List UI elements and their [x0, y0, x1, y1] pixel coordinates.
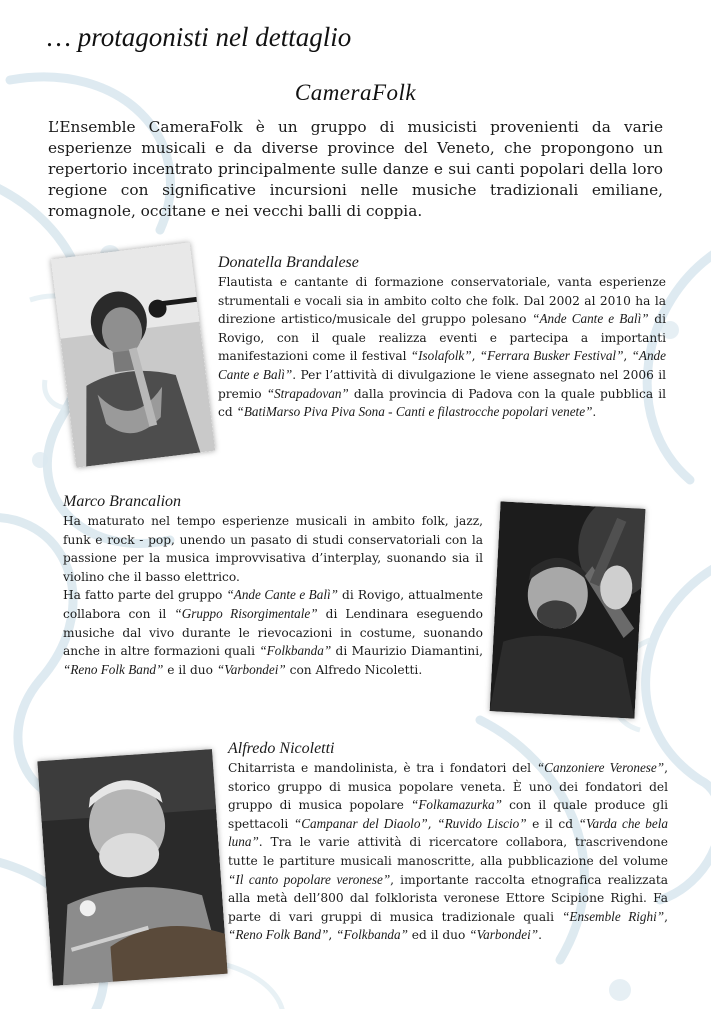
group-title: CameraFolk	[294, 80, 417, 105]
member-bio: Ha maturato nel tempo esperienze musicali in ambito folk, jazz, funk e rock - pop, unendo un pasato di studi conservatoriali con la passione per la musica improvvisativa d’interplay, suonando sia il violino che il basso elettrico. Ha fatto parte del gruppo “Ande Cante e Balì” di Rovigo, attualmente collabora con il “Gruppo Risorgimentale” di Lendinara eseguendo musiche dal vivo durante le rievocazioni in costume, suonando anche in altre formazioni quali “Folkbanda” di Maurizio Diamantini, “Reno Folk Band” e il duo “Varbondei” con Alfredo Nicoletti.	[63, 514, 483, 677]
member-name: Marco Brancalion	[63, 493, 182, 510]
member-bio: Flautista e cantante di formazione conservatoriale, vanta esperienze strumentali e vocali sia in ambito colto che folk. Dal 2002 al 2010 ha la direzione artistico/musicale del gruppo polesano “Ande Cante e Balì” di Rovigo, con il quale realizza eventi e partecipa a importanti manifestazioni come il festival “Isolafolk”, “Ferrara Busker Festival”, “Ande Cante e Balì”. Per l’attività di divulgazione le viene assegnato nel 2006 il premio “Strapadovan” dalla provincia di Padova con la quale pubblica il cd “BatiMarso Piva Piva Sona - Canti e filastrocche popolari venete”.	[218, 275, 666, 420]
intro-paragraph: L’Ensemble CameraFolk è un gruppo di musicisti provenienti da varie esperienze musicali e da diverse province del Veneto, che propongono un repertorio incentrato principalmente sulle danze e sui canti popolari della loro regione con significative incursioni nelle musiche tradizionali emiliane, romagnole, occitane e nei vecchi balli di coppia.	[48, 118, 663, 220]
member-name: Donatella Brandalese	[218, 254, 359, 271]
member-name: Alfredo Nicoletti	[228, 740, 335, 757]
member-block-donatella	[218, 254, 666, 422]
member-block-alfredo	[228, 740, 668, 945]
page-heading: … protagonisti nel dettaglio	[47, 22, 352, 52]
photo-alfredo-nicoletti	[37, 749, 227, 986]
photo-marco-brancalion	[490, 501, 646, 718]
member-block-marco	[63, 493, 483, 679]
photo-donatella-brandalese	[51, 242, 216, 467]
member-bio: Chitarrista e mandolinista, è tra i fondatori del “Canzoniere Veronese”, storico gruppo di musica popolare veneta. È uno dei fondatori del gruppo di musica popolare “Folkamazurka” con il quale produce gli spettacoli “Campanar del Diaolo”, “Ruvido Liscio” e il cd “Varda che bela luna”. Tra le varie attività di ricercatore collabora, trascrivendone tutte le partiture musicali manoscritte, alla pubblicazione del volume “Il canto popolare veronese”, importante raccolta etnografica realizzata alla metà dell’800 dal folklorista veronese Ettore Scipione Righi. Fa parte di vari gruppi di musica tradizionale quali “Ensemble Righi”, “Reno Folk Band”, “Folkbanda” ed il duo “Varbondei”.	[228, 760, 669, 943]
